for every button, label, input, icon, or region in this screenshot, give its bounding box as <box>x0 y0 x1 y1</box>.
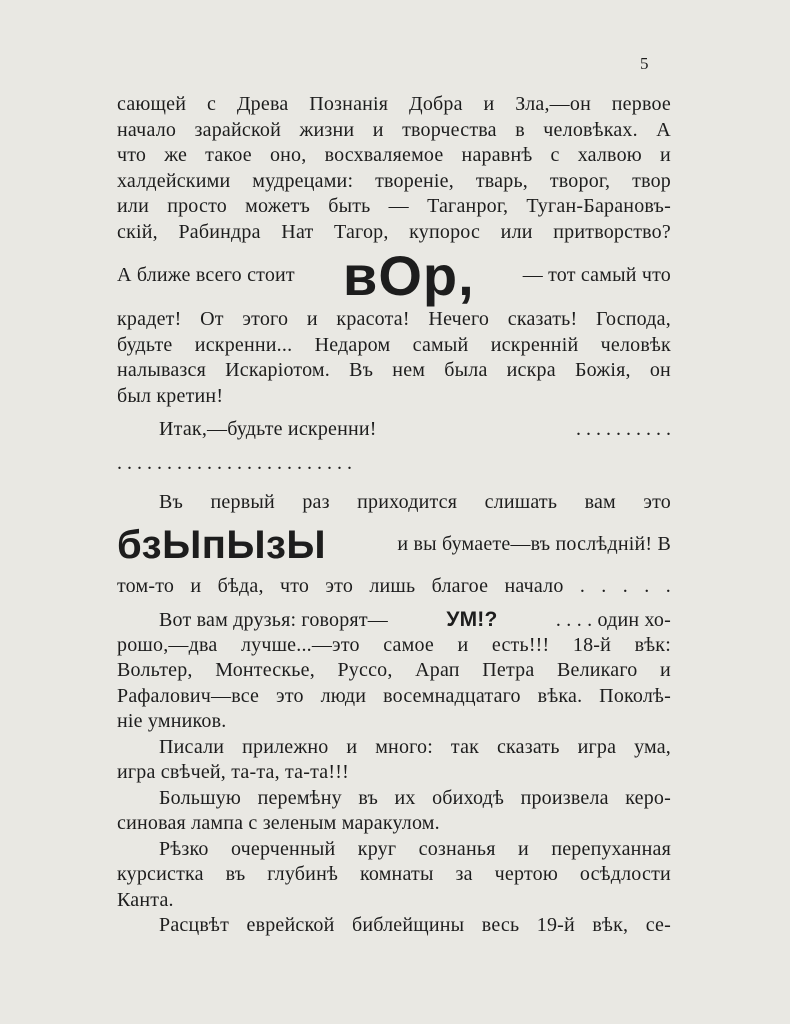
word: Нечего <box>428 308 490 330</box>
word: зарайской <box>194 118 281 141</box>
text-line <box>117 633 671 659</box>
word: и <box>346 735 358 758</box>
word: самый <box>412 333 469 356</box>
text-line <box>117 490 671 516</box>
word: Познанія <box>309 93 389 115</box>
word: искренни... <box>194 333 293 356</box>
text-line <box>117 684 671 710</box>
sincere-line: Итак,—будьте искренни! <box>159 418 377 440</box>
word: библейщины <box>351 914 465 936</box>
text-line <box>117 735 671 761</box>
word: комнаты <box>359 863 434 885</box>
word: Зла,—он <box>515 93 591 115</box>
word: вѣк, <box>592 914 629 936</box>
word: мудрецами: <box>252 169 354 192</box>
word: въ <box>225 863 246 885</box>
word: Руссо, <box>337 659 393 681</box>
word: тварь, <box>475 169 528 192</box>
word: и <box>372 118 384 141</box>
word: ума, <box>634 735 671 758</box>
big-line-after: и вы бумаете—въ послѣдній! В <box>397 532 671 555</box>
dots-line <box>117 451 671 477</box>
word: вѣк: <box>634 633 671 656</box>
word: обиходѣ <box>432 786 505 809</box>
text-line: Канта. <box>117 888 174 911</box>
word: Искаріотом. <box>225 359 330 381</box>
word: . <box>665 574 671 597</box>
word: круг <box>357 837 397 860</box>
word: Монтескье, <box>215 659 315 681</box>
word: лишь <box>369 574 416 597</box>
word: сающей <box>117 93 187 115</box>
word: Таганрог, <box>427 195 509 217</box>
word: . <box>644 574 650 597</box>
word: чертою <box>494 863 558 885</box>
word: и <box>660 144 671 166</box>
word: можетъ <box>245 195 311 217</box>
big-word-line <box>117 245 671 307</box>
text-line: был кретин! <box>117 384 224 407</box>
word: в <box>515 118 525 141</box>
text-line <box>117 417 671 443</box>
word: скій, <box>117 220 158 243</box>
word: и <box>660 659 671 681</box>
word: первый <box>210 491 275 513</box>
word: такое <box>205 144 252 166</box>
word: твореніе, <box>375 169 454 192</box>
word: восхваляемое <box>324 144 444 166</box>
bold-word-um: УМ!? <box>446 608 498 631</box>
word: керо- <box>625 786 671 809</box>
text-line <box>117 913 671 939</box>
dots: . . . . . . . . . . <box>576 418 671 440</box>
word: еврейской <box>246 914 335 936</box>
word: . <box>601 574 607 597</box>
word: самое <box>383 633 434 656</box>
text-line <box>117 307 671 333</box>
word: много: <box>375 735 434 758</box>
word: искра <box>506 359 556 381</box>
text-line <box>117 358 671 384</box>
word: и <box>483 93 495 115</box>
text-line <box>117 118 671 144</box>
word: это <box>325 574 354 597</box>
word: А <box>656 118 671 141</box>
word: твор <box>632 169 671 192</box>
word: 18-й <box>572 633 612 656</box>
word: халдейскими <box>117 169 231 192</box>
word: глубинѣ <box>267 863 339 885</box>
word: Тагор, <box>334 220 389 243</box>
word: первое <box>611 93 671 115</box>
word: была <box>444 359 488 381</box>
word: прилежно <box>242 735 329 758</box>
word: се- <box>645 914 671 936</box>
word: халвою <box>577 144 642 166</box>
word: или <box>500 220 533 243</box>
word: что <box>117 144 147 166</box>
word: это <box>276 684 304 707</box>
word: Туган-Барановъ- <box>526 195 671 217</box>
word: Арап <box>415 659 460 681</box>
big-word-bzypyzy: бзЫпЫзЫ <box>117 522 327 567</box>
word: Писали <box>159 735 225 758</box>
text-line <box>117 333 671 359</box>
word: притворство? <box>553 220 671 243</box>
word: Большую <box>159 786 242 809</box>
word: что <box>279 574 310 597</box>
body-text <box>117 92 671 939</box>
word: или <box>117 195 149 217</box>
word: так <box>450 735 480 758</box>
word: перемѣну <box>257 786 342 809</box>
text-line <box>117 169 671 195</box>
page-number: 5 <box>640 54 649 73</box>
word: с <box>206 93 217 115</box>
text-line <box>117 607 671 633</box>
word: въ <box>358 786 379 809</box>
word: быть <box>328 195 371 217</box>
word: красота! <box>336 308 410 330</box>
text-line <box>117 862 671 888</box>
word: очерченный <box>230 837 336 860</box>
word: человѣк <box>600 333 671 356</box>
text-line <box>117 143 671 169</box>
text-line <box>117 837 671 863</box>
word: Въ <box>159 491 184 513</box>
word: сказать <box>496 735 560 758</box>
text-line <box>117 786 671 812</box>
word: он <box>649 359 671 381</box>
word: творчества <box>402 118 497 141</box>
word: нем <box>392 359 426 381</box>
word: курсистка <box>117 863 204 885</box>
word: — <box>388 195 409 217</box>
text-line: синовая лампа с зеленым маракулом. <box>117 812 440 834</box>
word: будьте <box>117 333 173 356</box>
word: есть!!! <box>491 633 550 656</box>
word: благое <box>431 574 489 597</box>
word: вам <box>584 491 616 513</box>
word: Господа, <box>596 308 671 330</box>
word: этого <box>242 308 289 330</box>
word: Древа <box>236 93 289 115</box>
word: . <box>622 574 628 597</box>
word: приходится <box>357 491 458 513</box>
word: Поколѣ- <box>599 684 671 707</box>
big-word-line <box>117 516 671 574</box>
big-line-before: А ближе всего стоит <box>117 264 295 287</box>
word: рошо,—два <box>117 633 218 656</box>
word: это <box>643 491 671 513</box>
word: слишать <box>484 491 558 513</box>
word: за <box>455 863 473 885</box>
word: Божія, <box>574 359 631 381</box>
word: Рафалович—все <box>117 684 260 707</box>
word: . <box>579 574 586 597</box>
word: Нат <box>281 220 314 243</box>
word: Добра <box>409 93 463 115</box>
word: Вольтер, <box>117 659 193 681</box>
dots: . . . . . . . . . . . . . . . . . . . . . . . . <box>117 451 352 474</box>
word: и <box>518 837 529 860</box>
word: Великаго <box>556 659 638 681</box>
word: лучше...—это <box>240 633 360 656</box>
word: крадет! <box>117 308 182 330</box>
text-line <box>117 220 671 246</box>
text-fragment: . . . . один хо- <box>555 609 671 631</box>
word: Петра <box>482 659 535 681</box>
big-word-vor: вОр, <box>342 244 475 307</box>
word: От <box>200 308 224 330</box>
word: налывазся <box>117 359 207 381</box>
word: начало <box>504 574 564 597</box>
word: игра <box>577 735 617 758</box>
word: сказать! <box>507 308 578 330</box>
word: раз <box>302 491 330 513</box>
word: весь <box>481 914 520 936</box>
text-line: игра свѣчей, та-та, та-та!!! <box>117 761 349 783</box>
word: с <box>550 144 560 166</box>
word: наравнѣ <box>461 144 533 166</box>
text-line <box>117 574 671 600</box>
word: Въ <box>349 359 374 381</box>
word: человѣках. <box>543 118 638 141</box>
word: люди <box>320 684 367 707</box>
word: бѣда, <box>217 574 264 597</box>
word: творог, <box>549 169 611 192</box>
word: вѣка. <box>537 684 583 707</box>
word: том-то <box>117 574 175 597</box>
text-line <box>117 658 671 684</box>
text-fragment: Вот вам друзья: говорят— <box>159 609 388 631</box>
word: и <box>306 308 318 330</box>
word: оно, <box>269 144 307 166</box>
word: же <box>164 144 188 166</box>
big-line-after: — тот самый что <box>522 264 671 287</box>
word: просто <box>167 195 227 217</box>
word: и <box>457 633 469 656</box>
word: искренній <box>490 333 579 356</box>
word: жизни <box>299 118 355 141</box>
word: сознанья <box>418 837 496 860</box>
word: Рѣзко <box>159 837 209 860</box>
word: восемнадцатаго <box>383 684 521 707</box>
word: и <box>190 574 202 597</box>
word: начало <box>117 118 177 141</box>
text-line <box>117 92 671 118</box>
word: купорос <box>409 220 481 243</box>
word: Расцвѣт <box>159 914 230 936</box>
text-line: ніе умников. <box>117 710 227 732</box>
word: осѣдлости <box>579 863 671 885</box>
word: Рабиндра <box>178 220 261 243</box>
text-line <box>117 194 671 220</box>
word: Недаром <box>314 333 391 356</box>
word: произвела <box>520 786 609 809</box>
word: их <box>394 786 416 809</box>
word: 19-й <box>536 914 575 936</box>
word: перепуханная <box>551 837 671 860</box>
